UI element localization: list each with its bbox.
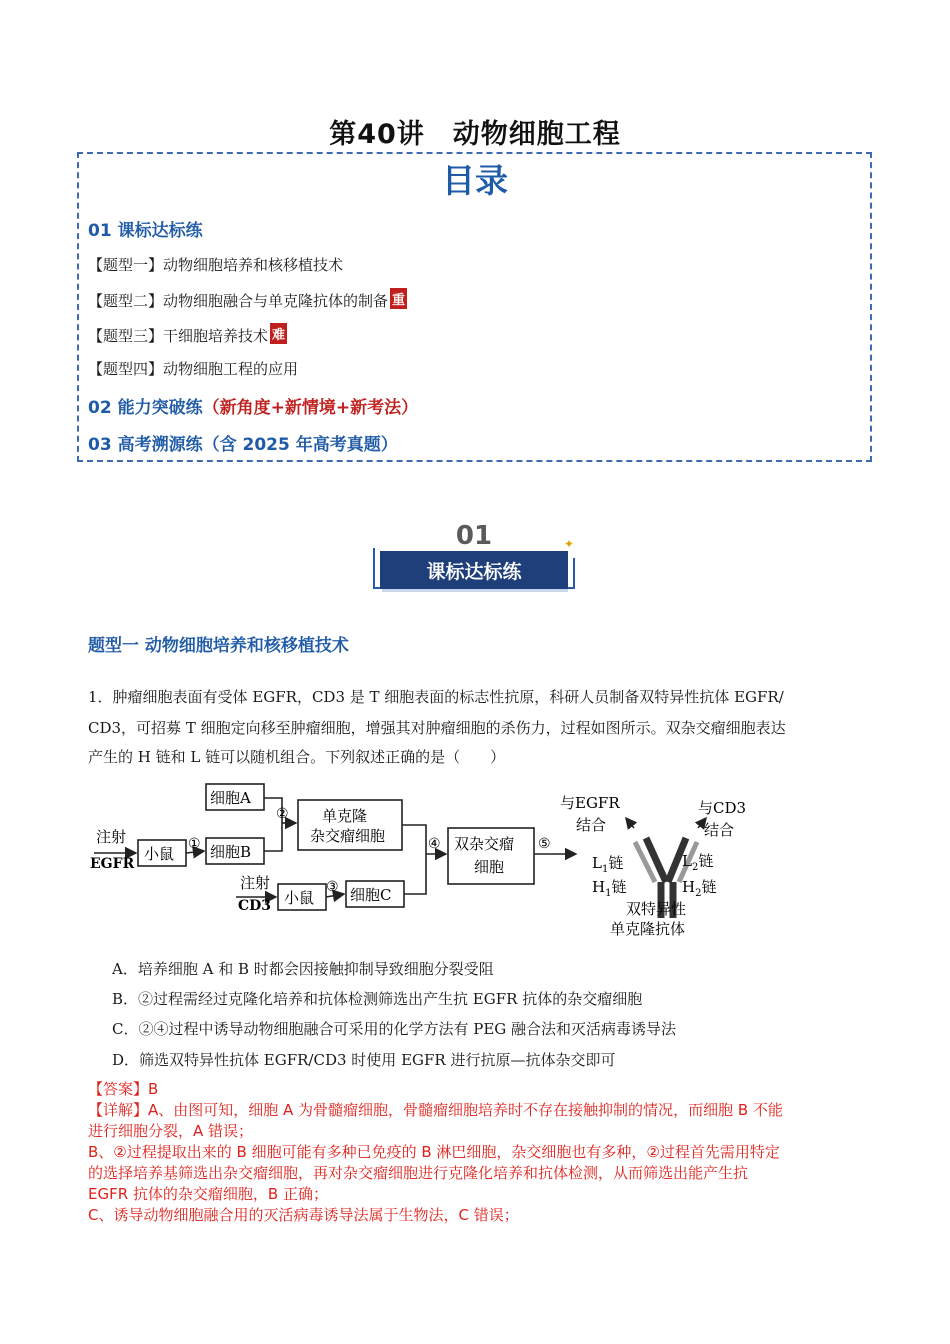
banner-number: 01 <box>455 521 493 551</box>
dual-hybridoma-label-1: 双杂交瘤 <box>454 835 515 853</box>
mouse-label-2: 小鼠 <box>284 889 315 907</box>
h1-chain-label: $H_1$链 <box>592 878 627 899</box>
hybridoma-label-1: 单克隆 <box>322 807 368 825</box>
inject-label: 注射 <box>96 828 127 846</box>
cell-b-label: 细胞B <box>210 843 252 861</box>
antibody-label-1: 双特异性 <box>626 900 687 918</box>
diagram-svg <box>86 778 876 943</box>
explanation-line-6: C、诱导动物细胞融合用的灭活病毒诱导法属于生物法，C 错误； <box>88 1206 519 1224</box>
section-banner <box>370 518 580 598</box>
step-1: ① <box>188 836 201 852</box>
egfr-label: EGFR <box>90 856 135 872</box>
explanation-line-3: B、②过程提取出来的 B 细胞可能有多种已免疫的 B 淋巴细胞，杂交细胞也有多种，②过程首先需用特定 <box>88 1143 780 1161</box>
mouse-label: 小鼠 <box>144 845 175 863</box>
toc-item-1[interactable] <box>88 254 343 275</box>
toc-item-text: 【题型四】动物细胞工程的应用 <box>88 360 299 378</box>
cell-a-label: 细胞A <box>210 789 251 807</box>
cell-c-label: 细胞C <box>350 886 392 904</box>
option-c[interactable]: C．②④过程中诱导动物细胞融合可采用的化学方法有 PEG 融合法和灭活病毒诱导法 <box>112 1020 677 1038</box>
step-4: ④ <box>428 836 441 852</box>
toc-section-2-label: 02 能力突破练 <box>88 398 203 418</box>
answer-label: 【答案】B <box>88 1080 159 1098</box>
bind-cd3-2: 结合 <box>704 821 735 839</box>
key-badge: 重 <box>390 288 407 309</box>
bind-cd3-1: 与CD3 <box>698 799 747 817</box>
h2-chain-label: $H_2$链 <box>682 878 717 899</box>
toc-item-text: 【题型二】动物细胞融合与单克隆抗体的制备 <box>88 292 389 310</box>
toc-section-2[interactable] <box>88 393 418 418</box>
document-title: 第40讲 动物细胞工程 <box>329 119 621 150</box>
option-a[interactable]: A．培养细胞 A 和 B 时都会因接触抑制导致细胞分裂受阻 <box>112 960 494 978</box>
bind-egfr-1: 与EGFR <box>560 794 620 812</box>
option-b[interactable]: B．②过程需经过克隆化培养和抗体检测筛选出产生抗 EGFR 抗体的杂交瘤细胞 <box>112 990 643 1008</box>
question-line-1: 1．肿瘤细胞表面有受体 EGFR，CD3 是 T 细胞表面的标志性抗原，科研人员制备双特异性抗体 EGFR/ <box>88 688 784 706</box>
toc-item-text: 【题型一】动物细胞培养和核移植技术 <box>88 256 344 274</box>
toc-item-2[interactable] <box>88 288 407 311</box>
explanation-line-1: 【详解】A、由图可知，细胞 A 为骨髓瘤细胞，骨髓瘤细胞培养时不存在接触抑制的情况，而细胞 B 不能 <box>88 1101 783 1119</box>
antibody-label-2: 单克隆抗体 <box>610 920 686 938</box>
sparkle-icon: ✦ <box>564 537 575 551</box>
toc-item-4[interactable] <box>88 358 298 379</box>
bind-egfr-2: 结合 <box>576 816 607 834</box>
difficulty-badge: 难 <box>270 323 287 344</box>
inject-label-2: 注射 <box>240 874 271 892</box>
cd3-label: CD3 <box>238 898 272 914</box>
hybridoma-label-2: 杂交瘤细胞 <box>310 827 386 845</box>
step-2: ② <box>276 806 289 822</box>
option-d[interactable]: D．筛选双特异性抗体 EGFR/CD3 时使用 EGFR 进行抗原—抗体杂交即可 <box>112 1051 616 1069</box>
step-3: ③ <box>326 879 339 895</box>
toc-item-text: 【题型三】干细胞培养技术 <box>88 327 269 345</box>
step-5: ⑤ <box>538 836 551 852</box>
toc-section-2-note: （新角度+新情境+新考法） <box>202 398 419 418</box>
toc-heading: 目录 <box>442 161 508 200</box>
process-diagram <box>86 778 876 943</box>
l2-chain-label: $L_2$链 <box>682 852 714 873</box>
explanation-line-4: 的选择培养基筛选出杂交瘤细胞，再对杂交瘤细胞进行克隆化培养和抗体检测，从而筛选出能产生抗 <box>88 1164 749 1182</box>
toc-item-3[interactable] <box>88 323 287 346</box>
banner-graphic <box>370 518 580 598</box>
toc-section-1[interactable]: 01 课标达标练 <box>88 221 203 241</box>
explanation-line-2: 进行细胞分裂，A 错误； <box>88 1122 254 1140</box>
l1-chain-label: $L_1$链 <box>592 854 624 875</box>
question-line-2: CD3，可招募 T 细胞定向移至肿瘤细胞，增强其对肿瘤细胞的杀伤力，过程如图所示。双杂交瘤细胞表达 <box>88 719 786 737</box>
explanation-line-5: EGFR 抗体的杂交瘤细胞，B 正确； <box>88 1185 328 1203</box>
toc-section-3[interactable]: 03 高考溯源练（含 2025 年高考真题） <box>88 435 398 455</box>
dual-hybridoma-label-2: 细胞 <box>474 858 505 876</box>
section-title: 题型一 动物细胞培养和核移植技术 <box>88 636 349 656</box>
question-line-3: 产生的 H 链和 L 链可以随机组合。下列叙述正确的是（ ） <box>88 748 506 766</box>
banner-label: 课标达标练 <box>426 561 522 583</box>
